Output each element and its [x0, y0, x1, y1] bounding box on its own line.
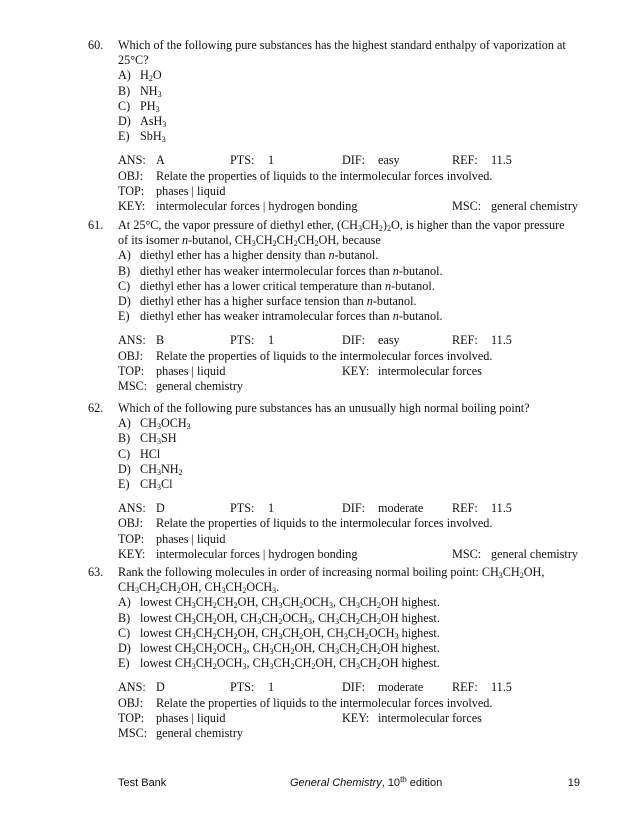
pts-value: 1 [268, 501, 275, 516]
meta-row-misc [118, 379, 588, 394]
question-60 [88, 38, 588, 214]
dif-value: moderate [378, 680, 424, 695]
msc-value: general chemistry [156, 378, 243, 393]
ans-label: ANS: [118, 680, 146, 695]
pts-value: 1 [268, 153, 275, 168]
question-number: 62. [88, 401, 104, 415]
footer-title-text: General Chemistry [290, 777, 382, 789]
question-61 [88, 218, 588, 394]
meta-row-answer [118, 680, 588, 695]
question-stem-cont: of its isomer n-butanol, $CH_3CH_2CH_2CH_2OH$, because [118, 233, 381, 249]
key-value: intermolecular forces [378, 363, 482, 378]
option-e: E) lowest $CH_3CH_2OCH_3$, $CH_3CH_2CH_2OH$, $CH_3CH_2OH$ highest. [118, 656, 440, 672]
top-value: phases | liquid [156, 183, 226, 198]
key-label: KEY: [118, 198, 146, 213]
option-e: E) SbH$_3$ [118, 129, 166, 145]
option-list [88, 248, 588, 324]
option-a: A) diethyl ether has a higher density than n-butanol. [118, 248, 379, 263]
question-62 [88, 401, 588, 562]
msc-value: general chemistry [491, 198, 578, 213]
option-b: B) diethyl ether has weaker intermolecular forces than n-butanol. [118, 263, 443, 278]
pts-value: 1 [268, 333, 275, 348]
answer-metadata [88, 501, 588, 562]
key-value: intermolecular forces [378, 710, 482, 725]
obj-value: Relate the properties of liquids to the intermolecular forces involved. [156, 168, 493, 183]
question-63 [88, 565, 588, 741]
option-e: E) $CH_3Cl$ [118, 477, 173, 493]
key-label: KEY: [342, 363, 370, 378]
pts-value: 1 [268, 680, 275, 695]
obj-label: OBJ: [118, 348, 144, 363]
question-stem: At 25°C, the vapor pressure of diethyl ether, $(CH_3CH_2)_2O$, is higher than the vapor pressure [118, 218, 565, 233]
obj-label: OBJ: [118, 516, 144, 531]
pts-label: PTS: [230, 333, 255, 348]
option-e: E) diethyl ether has weaker intramolecular forces than n-butanol. [118, 309, 443, 324]
meta-row-objective [118, 516, 588, 531]
option-b: B) lowest $CH_3CH_2OH$, $CH_3CH_2OCH_3$, $CH_3CH_2CH_2OH$ highest. [118, 610, 440, 626]
top-label: TOP: [118, 531, 145, 546]
msc-value: general chemistry [491, 546, 578, 561]
option-a: A) lowest $CH_3CH_2CH_2OH$, $CH_3CH_2OCH_3$, $CH_3CH_2OH$ highest. [118, 595, 440, 611]
meta-row-objective [118, 696, 588, 711]
meta-row-topic [118, 184, 588, 199]
key-value: intermolecular forces | hydrogen bonding [156, 198, 358, 213]
msc-label: MSC: [452, 198, 482, 213]
obj-value: Relate the properties of liquids to the intermolecular forces involved. [156, 516, 493, 531]
question-number: 61. [88, 218, 104, 232]
option-b: B) $CH_3SH$ [118, 431, 177, 447]
option-c: C) HCl [118, 446, 161, 461]
meta-row-topic [118, 711, 588, 726]
page-footer [118, 777, 580, 793]
option-list [88, 595, 588, 671]
question-stem-cont: $CH_3CH_2CH_2OH$, $CH_3CH_2OCH_3$. [118, 580, 280, 596]
ans-value: B [156, 333, 165, 348]
answer-metadata [88, 333, 588, 394]
footer-left-label: Test Bank [118, 777, 167, 789]
obj-label: OBJ: [118, 168, 144, 183]
ref-label: REF: [452, 333, 478, 348]
option-d: D) $CH_3NH_2$ [118, 461, 183, 477]
ref-value: 11.5 [491, 501, 512, 516]
ans-value: D [156, 501, 165, 516]
ans-value: D [156, 680, 165, 695]
option-c: C) $PH_3$ [118, 98, 160, 114]
ref-value: 11.5 [491, 680, 512, 695]
top-label: TOP: [118, 183, 145, 198]
dif-label: DIF: [342, 153, 366, 168]
msc-label: MSC: [118, 378, 148, 393]
top-value: phases | liquid [156, 531, 226, 546]
dif-value: easy [378, 153, 400, 168]
meta-row-objective [118, 169, 588, 184]
obj-label: OBJ: [118, 695, 144, 710]
msc-label: MSC: [118, 725, 148, 740]
meta-row-key [118, 199, 588, 214]
answer-metadata [88, 153, 588, 214]
key-label: KEY: [118, 546, 146, 561]
pts-label: PTS: [230, 501, 255, 516]
question-number: 63. [88, 565, 104, 579]
option-d: D) lowest $CH_3CH_2OCH_3$, $CH_3CH_2OH$, $CH_3CH_2CH_2OH$ highest. [118, 641, 440, 657]
ans-label: ANS: [118, 333, 146, 348]
option-c: C) lowest $CH_3CH_2CH_2OH$, $CH_3CH_2OH$, $CH_3CH_2OCH_3$ highest. [118, 625, 440, 641]
question-stem-cont: 25°C? [118, 53, 149, 68]
footer-book-title [290, 777, 442, 789]
meta-row-answer [118, 153, 588, 168]
question-stem: Rank the following molecules in order of increasing normal boiling point: $CH_3CH_2OH$, [118, 565, 545, 580]
footer-edition-text: , 10th edition [381, 775, 443, 789]
top-value: phases | liquid [156, 710, 226, 725]
pts-label: PTS: [230, 153, 255, 168]
question-stem: Which of the following pure substances has the highest standard enthalpy of vaporization at [118, 38, 566, 52]
option-list [88, 68, 588, 144]
ref-value: 11.5 [491, 333, 512, 348]
option-d: D) diethyl ether has a higher surface tension than n-butanol. [118, 294, 417, 309]
top-value: phases | liquid [156, 363, 226, 378]
key-label: KEY: [342, 710, 370, 725]
ref-label: REF: [452, 501, 478, 516]
key-value: intermolecular forces | hydrogen bonding [156, 546, 358, 561]
option-c: C) diethyl ether has a lower critical temperature than n-butanol. [118, 278, 435, 293]
option-a: A) $H_2O$ [118, 68, 162, 84]
dif-label: DIF: [342, 680, 366, 695]
dif-label: DIF: [342, 501, 366, 516]
option-d: D) AsH$_3$ [118, 114, 167, 130]
meta-row-key [118, 547, 588, 562]
obj-value: Relate the properties of liquids to the intermolecular forces involved. [156, 348, 493, 363]
answer-metadata [88, 680, 588, 741]
obj-value: Relate the properties of liquids to the intermolecular forces involved. [156, 695, 493, 710]
msc-label: MSC: [452, 546, 482, 561]
question-stem: Which of the following pure substances has an unusually high normal boiling point? [118, 401, 530, 415]
meta-row-topic [118, 532, 588, 547]
pts-label: PTS: [230, 680, 255, 695]
ref-value: 11.5 [491, 153, 512, 168]
ans-value: A [156, 153, 165, 168]
option-list [88, 416, 588, 492]
meta-row-answer [118, 501, 588, 516]
ans-label: ANS: [118, 501, 146, 516]
option-a: A) $CH_3OCH_3$ [118, 416, 191, 432]
meta-row-objective [118, 349, 588, 364]
meta-row-misc [118, 726, 588, 741]
option-b: B) $NH_3$ [118, 83, 162, 99]
ans-label: ANS: [118, 153, 146, 168]
top-label: TOP: [118, 710, 145, 725]
footer-page-number: 19 [567, 777, 580, 789]
dif-label: DIF: [342, 333, 366, 348]
dif-value: easy [378, 333, 400, 348]
dif-value: moderate [378, 501, 424, 516]
ref-label: REF: [452, 680, 478, 695]
meta-row-topic [118, 364, 588, 379]
meta-row-answer [118, 333, 588, 348]
ref-label: REF: [452, 153, 478, 168]
top-label: TOP: [118, 363, 145, 378]
question-number: 60. [88, 38, 104, 52]
msc-value: general chemistry [156, 725, 243, 740]
